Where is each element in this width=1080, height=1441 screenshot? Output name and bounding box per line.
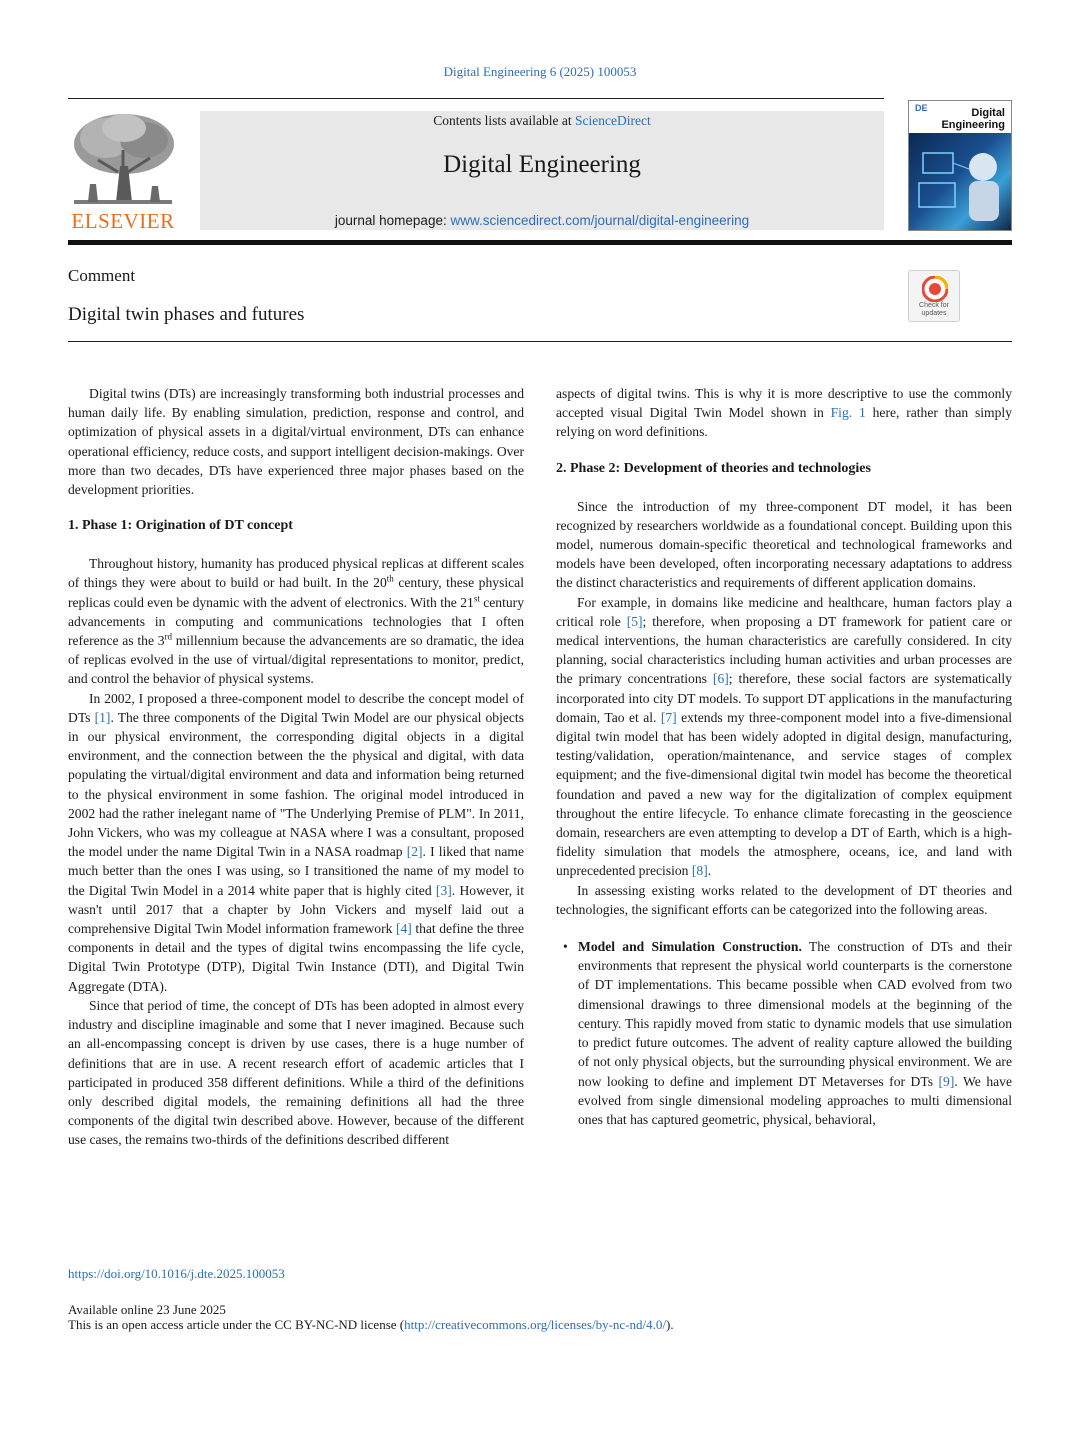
check-for-updates-label: Check for updates (919, 302, 949, 317)
reference-link-8[interactable]: [8] (691, 863, 708, 879)
cover-title-line-2: Engineering (941, 119, 1005, 131)
publisher-name: ELSEVIER (71, 209, 175, 233)
title-rule (68, 341, 1012, 342)
journal-homepage-link[interactable]: www.sciencedirect.com/journal/digital-engineering (450, 213, 750, 228)
reference-link-3[interactable]: [3] (435, 882, 452, 898)
right-column (556, 384, 1012, 1129)
elsevier-tree-icon (68, 110, 178, 208)
check-for-updates-button[interactable] (908, 270, 960, 322)
robot-icon (909, 133, 1012, 231)
paragraph-phase2-areas: In assessing existing works related to the development of DT theories and technologies, the significant efforts can be categorized into the following areas. (556, 882, 1012, 917)
paragraph-phase1-model: In 2002, I proposed a three-component model to describe the concept model of DTs [1]. The three components of the Digital Twin Model are our physical objects in our physical environment, the corresponding digital objects in a digital environment, and the connection between the the physical and digital, with data populating the virtual/digital environment and data and information being returned to the physical environment in some fashion. The original model introduced in 2002 had the rather inelegant name of "The Underlying Premise of PLM". In 2011, John Vickers, who was my colleague at NASA where I was a consultant, proposed the model under the name Digital Twin in a NASA roadmap [2]. I liked that name much better than the ones I was using, so I transitioned the name of my model to the Digital Twin Model in a 2014 white paper that is highly cited [3]. However, it wasn't until 2017 that a chapter by John Vickers and myself laid out a comprehensive Digital Twin Model information framework [4] that define the three components in detail and the types of digital twins encompassing the life cycle, Digital Twin Prototype (DTP), Digital Twin Instance (DTI), and Digital Twin Aggregate (DTA). (68, 690, 525, 994)
reference-link-1[interactable]: [1] (94, 709, 111, 725)
article-title: Digital twin phases and futures (68, 304, 305, 325)
paragraph-phase1-definitions: Since that period of time, the concept of DTs has been adopted in almost every industry and discipline imaginable and some that I never imagined. Because such an all-encompassing concept is driven by use cases, there is a huge number of definitions that are in use. A recent research effort of academic articles that I participated in produced 358 different definitions. While a third of the definitions only described digital models, the remaining definitions all had the three components of the digital twin described above. However, because of the different use cases, the remains two-thirds of the definitions described different (68, 997, 524, 1148)
paragraph-continued: aspects of digital twins. This is why it is more descriptive to use the commonly accepted visual Digital Twin Model shown in Fig. 1 here, rather than simply relying on word definitions. (556, 386, 1012, 440)
journal-title: Digital Engineering (443, 151, 641, 178)
journal-banner (200, 111, 884, 230)
sciencedirect-link[interactable]: ScienceDirect (575, 113, 651, 128)
paragraph-phase1-history: Throughout history, humanity has produced physical replicas at different scales of things they were about to build or had built. In the 20th century, these physical replicas could even be dynamic with the advent of electronics. With the 21st century advancements in computing and communications technologies that I often reference as the 3rd millennium because the advancements are so dramatic, the idea of replicas evolved in the use of virtual/digital representations to monitor, predict, and control the behavior of physical systems. (68, 556, 525, 687)
article-type: Comment (68, 266, 136, 285)
reference-link-9[interactable]: [9] (938, 1073, 955, 1089)
check-for-updates-icon (922, 276, 948, 302)
license-line: This is an open access article under the CC BY-NC-ND license (http://creativecommons.org/licenses/by-nc-nd/4.0/). (68, 1317, 674, 1332)
doi-link[interactable]: https://doi.org/10.1016/j.dte.2025.100053 (68, 1266, 285, 1281)
reference-link-2[interactable]: [2] (406, 844, 423, 860)
section-heading-1: 1. Phase 1: Origination of DT concept (68, 518, 293, 534)
reference-link-4[interactable]: [4] (395, 921, 412, 937)
bullet-icon: • (563, 939, 568, 955)
areas-list (556, 937, 1012, 1129)
cover-tag: DE (915, 103, 928, 113)
cover-image (909, 133, 1011, 231)
reference-link-6[interactable]: [6] (712, 671, 729, 687)
reference-link-5[interactable]: [5] (626, 613, 643, 629)
reference-link-7[interactable]: [7] (660, 709, 677, 725)
left-column (68, 384, 524, 1150)
header-bottom-rule (68, 240, 1012, 245)
paragraph-phase2-intro: Since the introduction of my three-component DT model, it has been recognized by researchers worldwide as a foundational concept. Building upon this model, numerous domain-specific theoretical and technological frameworks and models have been developed, often incorporating necessary adaptations to address the distinct characteristics and requirements of different application domains. (556, 498, 1012, 591)
header-top-rule (68, 98, 884, 99)
journal-citation[interactable]: Digital Engineering 6 (2025) 100053 (443, 64, 637, 79)
license-link[interactable]: http://creativecommons.org/licenses/by-nc-nd/4.0/ (404, 1317, 666, 1332)
figure-link-1[interactable]: Fig. 1 (830, 405, 866, 421)
journal-cover-thumbnail[interactable] (908, 100, 1012, 231)
available-online: Available online 23 June 2025 (68, 1302, 226, 1317)
doi-line (68, 1266, 968, 1282)
contents-line: Contents lists available at ScienceDirect (433, 113, 651, 128)
journal-homepage-line: journal homepage: www.sciencedirect.com/journal/digital-engineering (334, 213, 750, 228)
list-item: • Model and Simulation Construction. The construction of DTs and their environments that represent the physical world counterparts is the cornerstone of DT implementations. This became possible when CAD evolved from two dimensional drawings to three dimensional models at the beginning of the century. This rapidly moved from static to dynamic models that use simulation to predict future outcomes. The advent of reality capture allowed the building of not only physical objects, but the surrounding physical environment. We are now looking to define and implement DT Metaverses for DTs [9]. We have evolved from single dimensional modeling approaches to multi dimensional ones that has captured geometric, physical, behavioral, (563, 939, 1012, 1127)
elsevier-logo[interactable] (68, 110, 178, 234)
intro-paragraph: Digital twins (DTs) are increasingly transforming both industrial processes and human daily life. By enabling simulation, prediction, response and control, and optimization of physical assets in a digital/virtual environment, DTs can enhance operational efficiency, reduce costs, and support intelligent decision-makings. Over more than two decades, DTs have experienced three major phases based on the development priorities. (68, 386, 524, 498)
paragraph-phase2-domains: For example, in domains like medicine and healthcare, human factors play a critical role [5]; therefore, when proposing a DT framework for patient care or medical interventions, the human characteristics are carefully considered. In city planning, social characteristics including human activities and urban processes are the primary concentrations [6]; therefore, these social factors are systematically incorporated into city DT models. To support DT applications in the manufacturing domain, Tao et al. [7] extends my three-component model into a five-dimensional digital twin model that has been widely adopted in digital design, manufacturing, testing/validation, operation/maintenance, and service stages of complex equipment; and the five-dimensional digital twin model has become the theoretical foundation and paved a new way for the digitalization of complex equipment throughout the entire lifecycle. To enhance climate forecasting in the geoscience domain, researchers are even attempting to develop a DT of Earth, which is a high-fidelity simulation that models the atmosphere, oceans, ice, and land with unprecedented precision [8]. (556, 594, 1012, 879)
section-heading-2: 2. Phase 2: Development of theories and technologies (556, 460, 871, 476)
cover-title-line-1: Digital (971, 107, 1005, 119)
